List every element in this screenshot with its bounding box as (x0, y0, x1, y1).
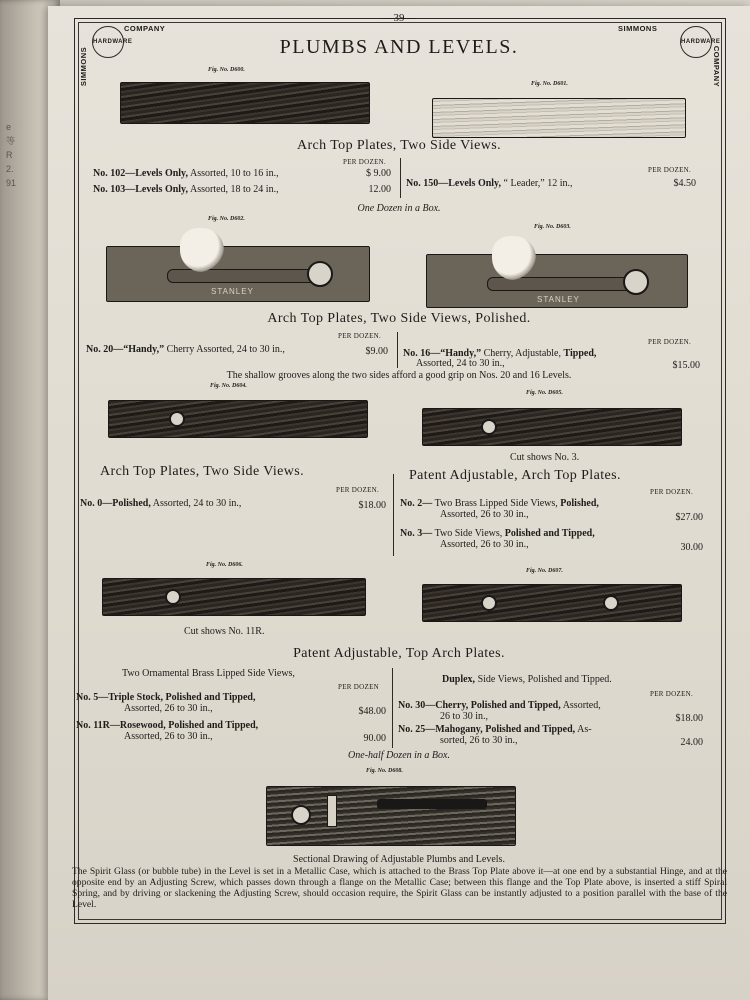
prev-mark: 等 (6, 136, 16, 146)
product-desc: Assorted, 10 to 16 in., (189, 168, 279, 179)
product-number: No. 150—Levels Only, (406, 178, 502, 189)
product-desc-line2: Assorted, 26 to 30 in., (124, 731, 213, 742)
fig-label: Fig. No. D606. (206, 562, 243, 568)
fig-label: Fig. No. D604. (210, 383, 247, 389)
product-number: No. 25—Mahogany, Polished and Tipped, (398, 724, 576, 735)
product-number: No. 11R—Rosewood, Polished and Tipped, (76, 720, 259, 731)
box-note: One Dozen in a Box. (357, 203, 441, 214)
per-dozen-label: PER DOZEN. (338, 332, 382, 340)
product-row (398, 724, 592, 735)
brand-mark: STANLEY (211, 287, 254, 296)
brand-mark: STANLEY (537, 295, 580, 304)
per-dozen-label: PER DOZEN. (650, 488, 694, 496)
product-finish: Polished, (560, 498, 599, 509)
level-image-d607 (422, 584, 682, 622)
level-image-d601 (432, 98, 686, 138)
fig-label: Fig. No. D602. (208, 216, 245, 222)
section-title: Arch Top Plates, Two Side Views. (100, 464, 305, 479)
hand-illustration (492, 236, 536, 280)
product-desc-line2: Assorted, 24 to 30 in., (416, 358, 505, 369)
product-row (93, 168, 279, 179)
product-finish: Polished and Tipped, (504, 528, 595, 539)
product-desc-line2: Assorted, 26 to 30 in., (124, 703, 213, 714)
product-desc: Two Side Views, (434, 528, 503, 539)
product-desc: As- (577, 724, 592, 735)
column-divider (392, 668, 393, 748)
section-title: Arch Top Plates, Two Side Views, Polished. (267, 311, 531, 326)
per-dozen-label: PER DOZEN (338, 683, 380, 691)
fig-label: Fig. No. D605. (526, 390, 563, 396)
section-title: Patent Adjustable, Top Arch Plates. (293, 646, 505, 661)
per-dozen-label: PER DOZEN. (648, 338, 692, 346)
product-row (76, 720, 258, 731)
product-desc-line2: 26 to 30 in., (440, 711, 489, 722)
per-dozen-label: PER DOZEN. (650, 690, 694, 698)
fig-label: Fig. No. D603. (534, 224, 571, 230)
price: $9.00 (365, 346, 388, 357)
corner-word-company: COMPANY (712, 45, 722, 88)
sectional-caption: Sectional Drawing of Adjustable Plumbs and Levels. (293, 854, 505, 865)
section-subhead: Two Ornamental Brass Lipped Side Views, (122, 668, 295, 679)
price: $4.50 (673, 178, 696, 189)
corner-word-simmons: SIMMONS (79, 46, 89, 87)
product-row (400, 528, 595, 539)
fig-label: Fig. No. D607. (526, 568, 563, 574)
column-divider (400, 158, 401, 198)
prev-mark: 2. (6, 164, 14, 174)
hardware-seal-icon: HARDWARE (680, 26, 712, 58)
page-number: —39— (382, 12, 416, 24)
sectional-drawing-d608 (266, 786, 516, 846)
price: $18.00 (358, 500, 386, 511)
product-row (398, 700, 601, 711)
product-finish: Duplex, (442, 674, 476, 685)
product-number: No. 102—Levels Only, (93, 168, 189, 179)
cut-caption: Cut shows No. 3. (510, 452, 580, 463)
price: 12.00 (368, 184, 391, 195)
product-finish: Tipped, (563, 348, 597, 359)
product-row (80, 498, 241, 509)
grip-note: The shallow grooves along the two sides afford a good grip on Nos. 20 and 16 Levels. (226, 370, 572, 381)
product-number: No. 0—Polished, (80, 498, 151, 509)
section-subhead (442, 674, 612, 685)
product-desc: “ Leader,” 12 in., (503, 178, 573, 189)
corner-word-simmons: SIMMONS (618, 24, 658, 33)
previous-page-marks (6, 120, 42, 190)
product-row (93, 184, 279, 195)
hardware-seal-icon: HARDWARE (92, 26, 124, 58)
column-divider (393, 474, 394, 556)
level-image-d600 (120, 82, 370, 124)
product-desc: Cherry, Adjustable, (483, 348, 561, 359)
price: $18.00 (675, 713, 703, 724)
product-number: No. 103—Levels Only, (93, 184, 189, 195)
description-paragraph: The Spirit Glass (or bubble tube) in the Level is set in a Metallic Case, which is attached to the Brass Top Plate above it—at one end by a substantial Hinge, and at the opposite end by an Adjusting Screw, which passes down through a flange on the Metallic Case; between this flange and the Top Plate above, is inserted a stiff Spiral Spring, and by driving or slackening the Adjusting Screw, should occasion require, the Spirit Glass can be instantly adjusted to a position parallel with the base of the Level. (72, 866, 727, 910)
product-desc: Cherry Assorted, 24 to 30 in., (166, 344, 285, 355)
product-number: No. 16—“Handy,” (403, 348, 482, 359)
product-desc: Side Views, Polished and Tipped. (477, 674, 612, 685)
price: $48.00 (358, 706, 386, 717)
price: $ 9.00 (366, 168, 391, 179)
product-desc: Assorted, (562, 700, 601, 711)
prev-mark: R (6, 150, 13, 160)
product-number: No. 20—“Handy,” (86, 344, 165, 355)
catalog-page (48, 6, 750, 1000)
product-row (400, 498, 599, 509)
product-desc-line2: sorted, 26 to 30 in., (440, 735, 518, 746)
level-image-d603 (426, 254, 688, 308)
per-dozen-label: PER DOZEN. (343, 158, 387, 166)
product-desc: Two Brass Lipped Side Views, (434, 498, 558, 509)
level-image-d605 (422, 408, 682, 446)
section-title: Patent Adjustable, Arch Top Plates. (409, 468, 621, 483)
product-desc: Assorted, 24 to 30 in., (152, 498, 242, 509)
price: $15.00 (672, 360, 700, 371)
level-image-d604 (108, 400, 368, 438)
price: 24.00 (680, 737, 703, 748)
hand-illustration (180, 228, 224, 272)
product-row (406, 178, 573, 189)
page-title: PLUMBS AND LEVELS. (279, 36, 519, 58)
product-desc: Assorted, 18 to 24 in., (189, 184, 279, 195)
level-image-d606 (102, 578, 366, 616)
corner-word-company: COMPANY (124, 24, 166, 33)
fig-label: Fig. No. D600. (208, 67, 245, 73)
product-desc-line2: Assorted, 26 to 30 in., (440, 539, 529, 550)
product-number: No. 30—Cherry, Polished and Tipped, (398, 700, 561, 711)
fig-label: Fig. No. D601. (531, 81, 568, 87)
level-image-d602 (106, 246, 370, 302)
price: 90.00 (363, 733, 386, 744)
price: 30.00 (680, 542, 703, 553)
product-desc-line2: Assorted, 26 to 30 in., (440, 509, 529, 520)
cut-caption: Cut shows No. 11R. (184, 626, 265, 637)
fig-label: Fig. No. D608. (366, 768, 403, 774)
prev-mark: e (6, 122, 12, 132)
per-dozen-label: PER DOZEN. (336, 486, 380, 494)
prev-mark: 91 (6, 178, 17, 188)
per-dozen-label: PER DOZEN. (648, 166, 692, 174)
product-number: No. 2— (400, 498, 433, 509)
column-divider (397, 332, 398, 368)
section-title: Arch Top Plates, Two Side Views. (296, 138, 502, 153)
product-number: No. 3— (400, 528, 433, 539)
box-note: One-half Dozen in a Box. (348, 750, 450, 761)
product-number: No. 5—Triple Stock, Polished and Tipped, (76, 692, 256, 703)
price: $27.00 (675, 512, 703, 523)
product-row (86, 344, 285, 355)
product-row (76, 692, 256, 703)
